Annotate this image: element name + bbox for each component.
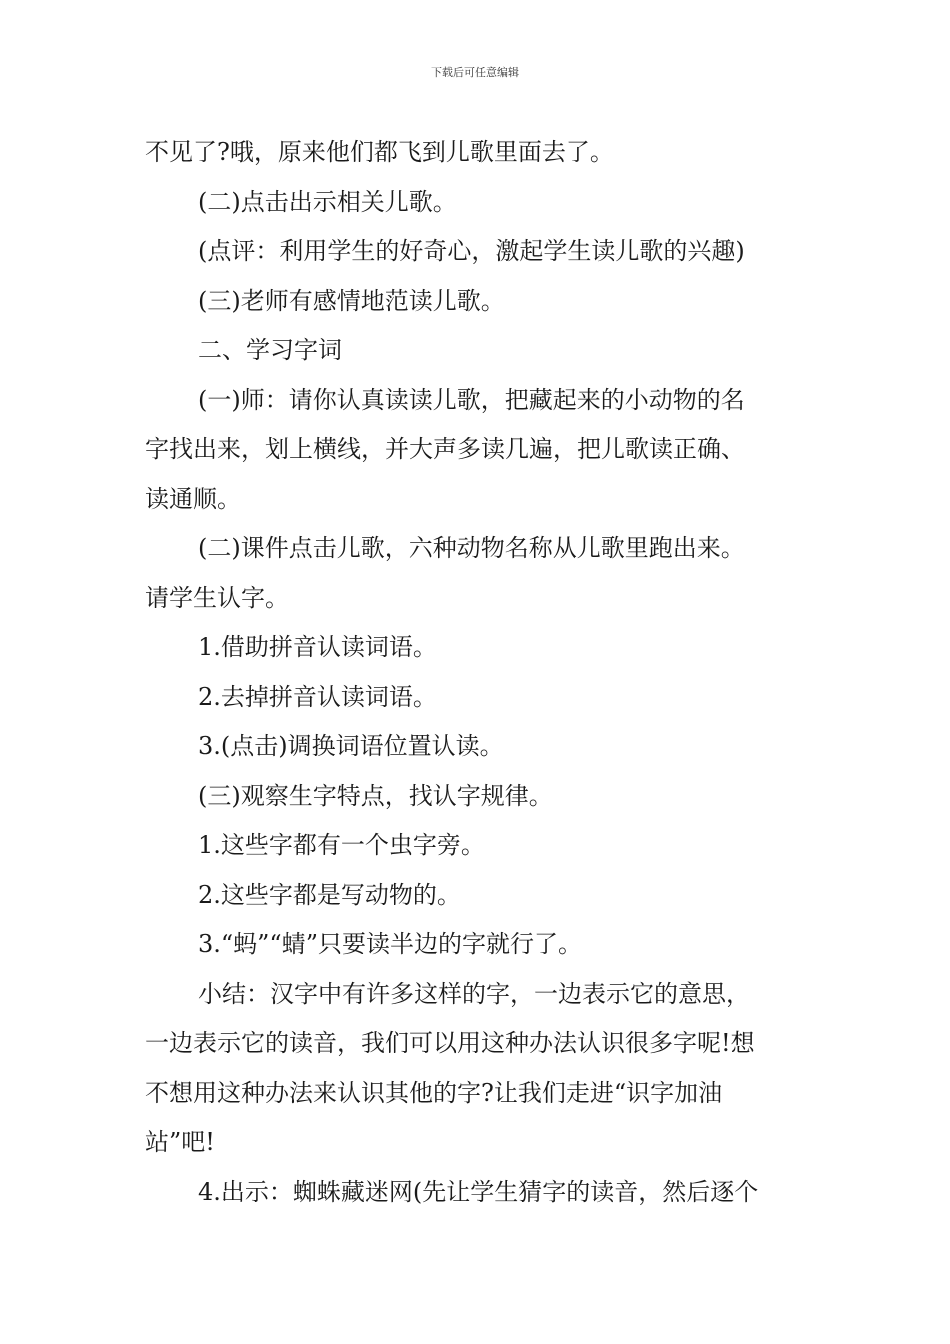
paragraph-line: (二)点击出示相关儿歌。 [198,187,457,216]
paragraph-line: (二)课件点击儿歌，六种动物名称从儿歌里跑出来。 [198,534,745,562]
paragraph-line: (三)观察生字特点，找认字规律。 [198,781,553,810]
list-item: 3.(点击)调换词语位置认读。 [198,732,504,760]
paragraph-line: 小结：汉字中有许多这样的字，一边表示它的意思， [198,979,750,1008]
section-heading: 二、学习字词 [198,336,342,364]
list-item: 2.这些字都是写动物的。 [198,880,461,909]
paragraph-line: 读通顺。 [145,484,241,513]
list-item: 2.去掉拼音认读词语。 [198,682,437,711]
paragraph-line: (一)师：请你认真读读儿歌，把藏起来的小动物的名 [198,385,745,414]
paragraph-line: (三)老师有感情地范读儿歌。 [198,286,505,315]
paragraph-line: 不见了?哦，原来他们都飞到儿歌里面去了。 [145,138,614,166]
list-item: 3.“蚂”“蜻”只要读半边的字就行了。 [198,930,582,958]
document-body [145,128,810,1217]
paragraph-line: 字找出来，划上横线，并大声多读几遍，把儿歌读正确、 [145,435,745,463]
list-item: 4.出示：蜘蛛藏迷网(先让学生猜字的读音，然后逐个 [198,1177,759,1206]
paragraph-line: 请学生认字。 [145,583,289,612]
page-header: 下载后可任意编辑 [431,66,519,79]
paragraph-line: 站”吧! [145,1128,215,1156]
paragraph-line: 一边表示它的读音，我们可以用这种办法认识很多字呢!想 [145,1029,755,1057]
list-item: 1.借助拼音认读词语。 [198,633,437,661]
paragraph-line: 不想用这种办法来认识其他的字?让我们走进“识字加油 [145,1078,723,1107]
paragraph-line: (点评：利用学生的好奇心，激起学生读儿歌的兴趣) [198,237,745,265]
list-item: 1.这些字都有一个虫字旁。 [198,831,485,859]
